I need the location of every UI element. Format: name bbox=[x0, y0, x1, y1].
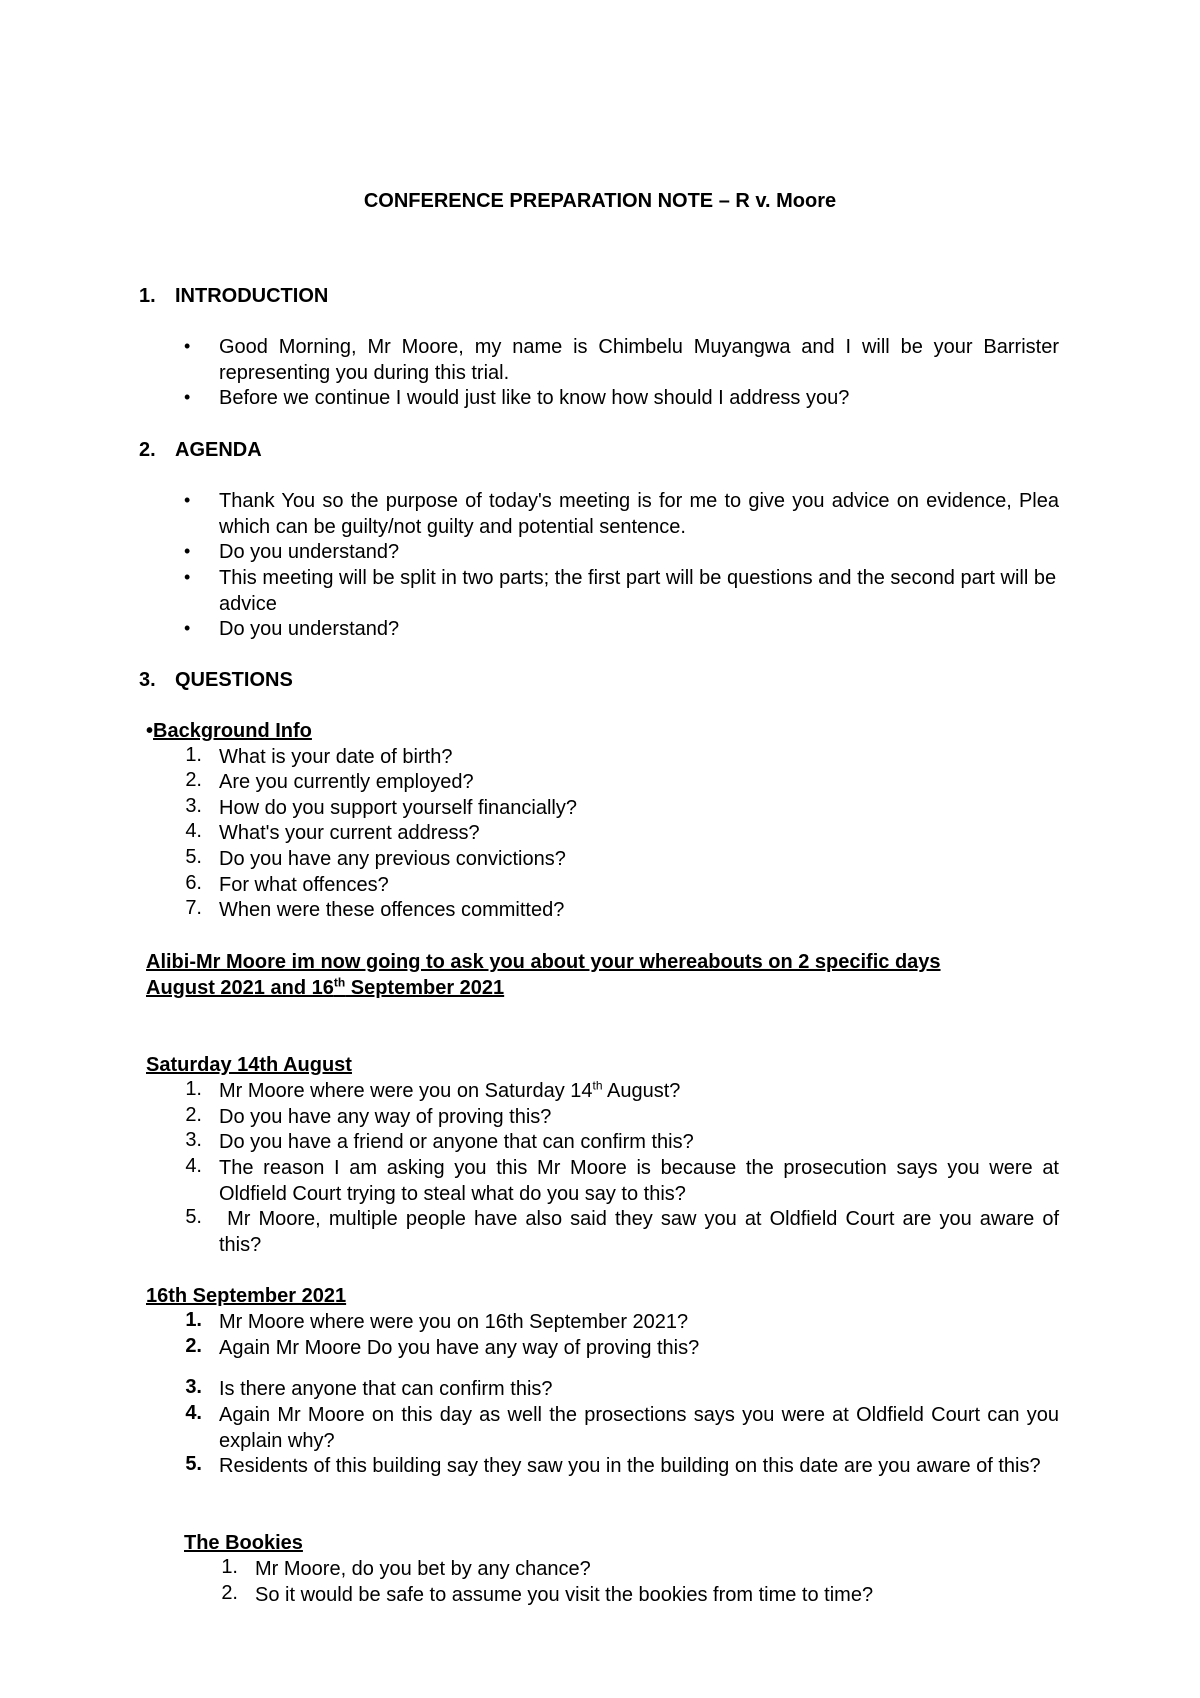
agenda-bullet-3: This meeting will be split in two parts; the first part will be questions and the second part will be advice bbox=[219, 567, 1057, 615]
question-text: August? bbox=[602, 1080, 681, 1102]
alibi-heading-line-1: Alibi-Mr Moore im now going to ask you about your whereabouts on 2 specific days bbox=[146, 951, 941, 973]
background-question-3: How do you support yourself financially? bbox=[219, 797, 577, 819]
bookies-question-2: So it would be safe to assume you visit the bookies from time to time? bbox=[255, 1584, 874, 1606]
saturday-question-3: Do you have a friend or anyone that can confirm this? bbox=[219, 1131, 694, 1153]
section-number: 3. bbox=[139, 669, 156, 691]
agenda-bullet-1: Thank You so the purpose of today's meeting is for me to give you advice on evidence, Plea which can be guilty/not guilty and potential sentence. bbox=[219, 490, 1059, 538]
section-heading-introduction bbox=[139, 283, 328, 309]
list-number: 5. bbox=[185, 846, 202, 868]
list-number: 5. bbox=[185, 1453, 202, 1475]
background-question-5: Do you have any previous convictions? bbox=[219, 848, 566, 870]
section-title: AGENDA bbox=[175, 439, 262, 461]
september-question-1: Mr Moore where were you on 16th September 2021? bbox=[219, 1311, 689, 1333]
background-question-4: What's your current address? bbox=[219, 822, 480, 844]
september-question-4: Again Mr Moore on this day as well the prosections says you were at Oldfield Court can you explain why? bbox=[219, 1404, 1059, 1452]
section-number: 2. bbox=[139, 439, 156, 461]
saturday-question-2: Do you have any way of proving this? bbox=[219, 1106, 552, 1128]
document-title: CONFERENCE PREPARATION NOTE – R v. Moore bbox=[363, 190, 837, 212]
september-question-3: Is there anyone that can confirm this? bbox=[219, 1378, 553, 1400]
bullet-icon: • bbox=[184, 490, 191, 510]
agenda-bullet-2: Do you understand? bbox=[219, 541, 400, 563]
intro-bullet-1: Good Morning, Mr Moore, my name is Chimbelu Muyangwa and I will be your Barrister representing you during this trial. bbox=[219, 336, 1059, 384]
bookies-heading: The Bookies bbox=[184, 1532, 303, 1554]
question-text: Mr Moore where were you on Saturday 14 bbox=[219, 1080, 593, 1102]
bullet-icon: • bbox=[184, 541, 191, 561]
bullet-icon: • bbox=[184, 336, 191, 356]
list-number: 1. bbox=[221, 1556, 238, 1578]
background-question-6: For what offences? bbox=[219, 874, 389, 896]
saturday-heading: Saturday 14th August bbox=[146, 1054, 352, 1076]
section-title: INTRODUCTION bbox=[175, 285, 329, 307]
list-number: 6. bbox=[185, 872, 202, 894]
agenda-bullet-4: Do you understand? bbox=[219, 618, 400, 640]
list-number: 1. bbox=[185, 744, 202, 766]
ordinal-suffix: th bbox=[592, 1078, 603, 1093]
list-number: 3. bbox=[185, 795, 202, 817]
alibi-date-text: September 2021 bbox=[345, 977, 505, 999]
saturday-question-1 bbox=[219, 1078, 680, 1104]
saturday-question-5: Mr Moore, multiple people have also said they saw you at Oldfield Court are you aware of this? bbox=[219, 1208, 1065, 1256]
list-number: 4. bbox=[185, 1402, 202, 1424]
bookies-question-1: Mr Moore, do you bet by any chance? bbox=[255, 1558, 591, 1580]
section-number: 1. bbox=[139, 285, 156, 307]
bullet-icon: • bbox=[184, 618, 191, 638]
september-heading: 16th September 2021 bbox=[146, 1285, 347, 1307]
list-number: 4. bbox=[185, 820, 202, 842]
background-heading bbox=[146, 718, 312, 744]
list-number: 3. bbox=[185, 1129, 202, 1151]
bullet-icon: • bbox=[184, 387, 191, 407]
alibi-date-text: August 2021 and 16 bbox=[146, 977, 334, 999]
list-number: 2. bbox=[185, 769, 202, 791]
list-number: 5. bbox=[185, 1206, 202, 1228]
section-heading-questions bbox=[139, 667, 293, 693]
section-heading-agenda bbox=[139, 437, 262, 463]
section-title: QUESTIONS bbox=[175, 669, 293, 691]
saturday-question-4: The reason I am asking you this Mr Moore is because the prosecution says you were at Oldfield Court trying to steal what do you say to this? bbox=[219, 1157, 1059, 1205]
bullet-icon: • bbox=[184, 567, 191, 587]
list-number: 7. bbox=[185, 897, 202, 919]
september-question-2: Again Mr Moore Do you have any way of proving this? bbox=[219, 1337, 700, 1359]
ordinal-suffix: th bbox=[333, 975, 346, 990]
background-question-1: What is your date of birth? bbox=[219, 746, 453, 768]
list-number: 1. bbox=[185, 1078, 202, 1100]
background-question-2: Are you currently employed? bbox=[219, 771, 474, 793]
list-number: 1. bbox=[185, 1309, 202, 1331]
intro-bullet-2: Before we continue I would just like to know how should I address you? bbox=[219, 387, 850, 409]
bullet-icon: • bbox=[146, 720, 154, 742]
background-heading-text: Background Info bbox=[153, 720, 312, 742]
september-question-5: Residents of this building say they saw you in the building on this date are you aware of this? bbox=[219, 1455, 1041, 1477]
list-number: 4. bbox=[185, 1155, 202, 1177]
background-question-7: When were these offences committed? bbox=[219, 899, 565, 921]
list-number: 2. bbox=[221, 1582, 238, 1604]
list-number: 3. bbox=[185, 1376, 202, 1398]
list-number: 2. bbox=[185, 1104, 202, 1126]
list-number: 2. bbox=[185, 1335, 202, 1357]
alibi-heading-line-2 bbox=[146, 975, 504, 1001]
